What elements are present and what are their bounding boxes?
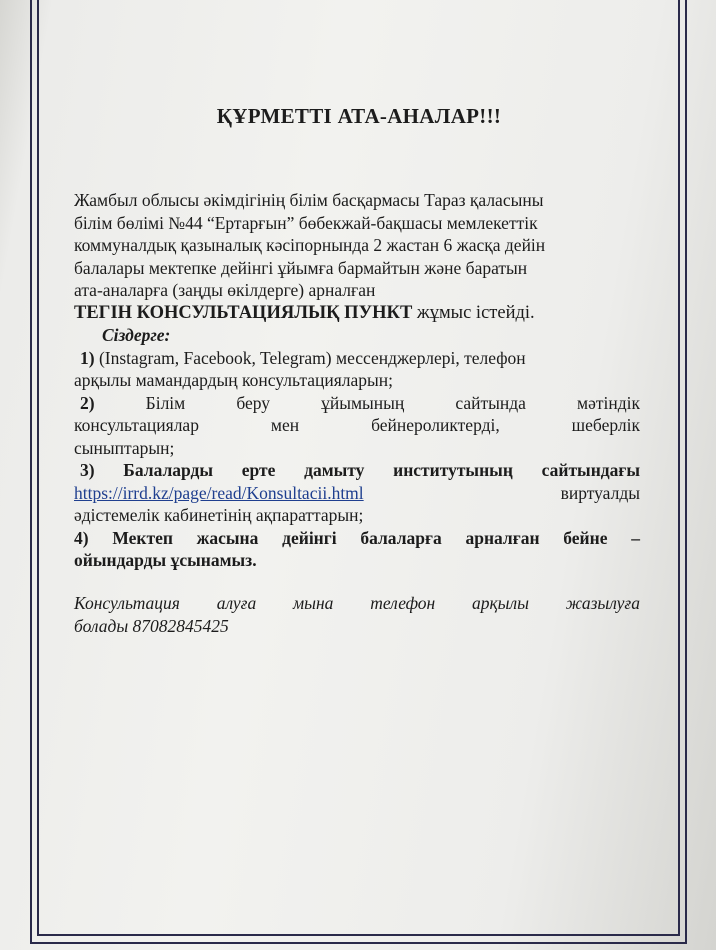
notice-title: ҚҰРМЕТТІ АТА-АНАЛАР!!!: [216, 104, 502, 128]
item-number: 2): [80, 392, 95, 413]
item-text: (Instagram, Facebook, Telegram) мессенджерлері, телефон: [94, 347, 526, 368]
intro-line: балалары мектепке дейінгі ұйымға бармайтын және баратын: [74, 257, 528, 278]
services-list: [74, 347, 640, 572]
item-text: сыныптарын;: [74, 437, 175, 458]
item-text: консультациялар мен бейнероликтерді, шеберлік: [74, 415, 640, 435]
list-item: [74, 459, 640, 527]
contact-phone-line: болады 87082845425: [74, 615, 229, 636]
intro-highlight-line: [74, 302, 640, 325]
item-number: 1): [80, 347, 95, 368]
item-text: әдістемелік кабинетінің ақпараттарын;: [74, 505, 364, 525]
item-number: 4): [74, 527, 89, 548]
list-item: [74, 527, 640, 572]
for-you-label: Сіздерге:: [102, 325, 171, 345]
item-text: Мектеп жасына дейінгі балаларға арналған бейне –: [88, 527, 640, 548]
item-text: виртуалды: [560, 482, 640, 503]
contact-line: Консультация алуға мына телефон арқылы жазылуға: [74, 592, 640, 613]
item-number: 3): [80, 460, 95, 480]
intro-line: білім бөлімі №44 “Ертарғын” бөбекжай-бақшасы мемлекеттік: [74, 212, 538, 233]
intro-line: ата-аналарға (заңды өкілдерге) арналған: [74, 280, 376, 300]
list-item: [74, 347, 640, 392]
consultation-point-heading: ТЕГІН КОНСУЛЬТАЦИЯЛЫҚ ПУНКТ: [74, 302, 413, 323]
intro-highlight-tail: жұмыс істейді.: [412, 302, 535, 323]
item-text: арқылы мамандардың консультацияларын;: [74, 370, 393, 390]
institute-link[interactable]: https://irrd.kz/page/read/Konsultacii.html: [74, 482, 364, 503]
item-text: Білім беру ұйымының сайтында мәтіндік: [94, 392, 640, 413]
intro-line: Жамбыл облысы әкімдігінің білім басқармасы Тараз қаласыны: [74, 190, 544, 210]
contact-note: [74, 592, 640, 638]
list-item: [74, 392, 640, 460]
item-text: ойындарды ұсынамыз.: [74, 550, 257, 570]
intro-paragraph: [74, 189, 640, 347]
notice-content: [74, 100, 640, 638]
intro-line: коммуналдық қазыналық кәсіпорнында 2 жастан 6 жасқа дейін: [74, 235, 546, 255]
item-text: Балаларды ерте дамыту институтының сайтындағы: [94, 460, 640, 480]
